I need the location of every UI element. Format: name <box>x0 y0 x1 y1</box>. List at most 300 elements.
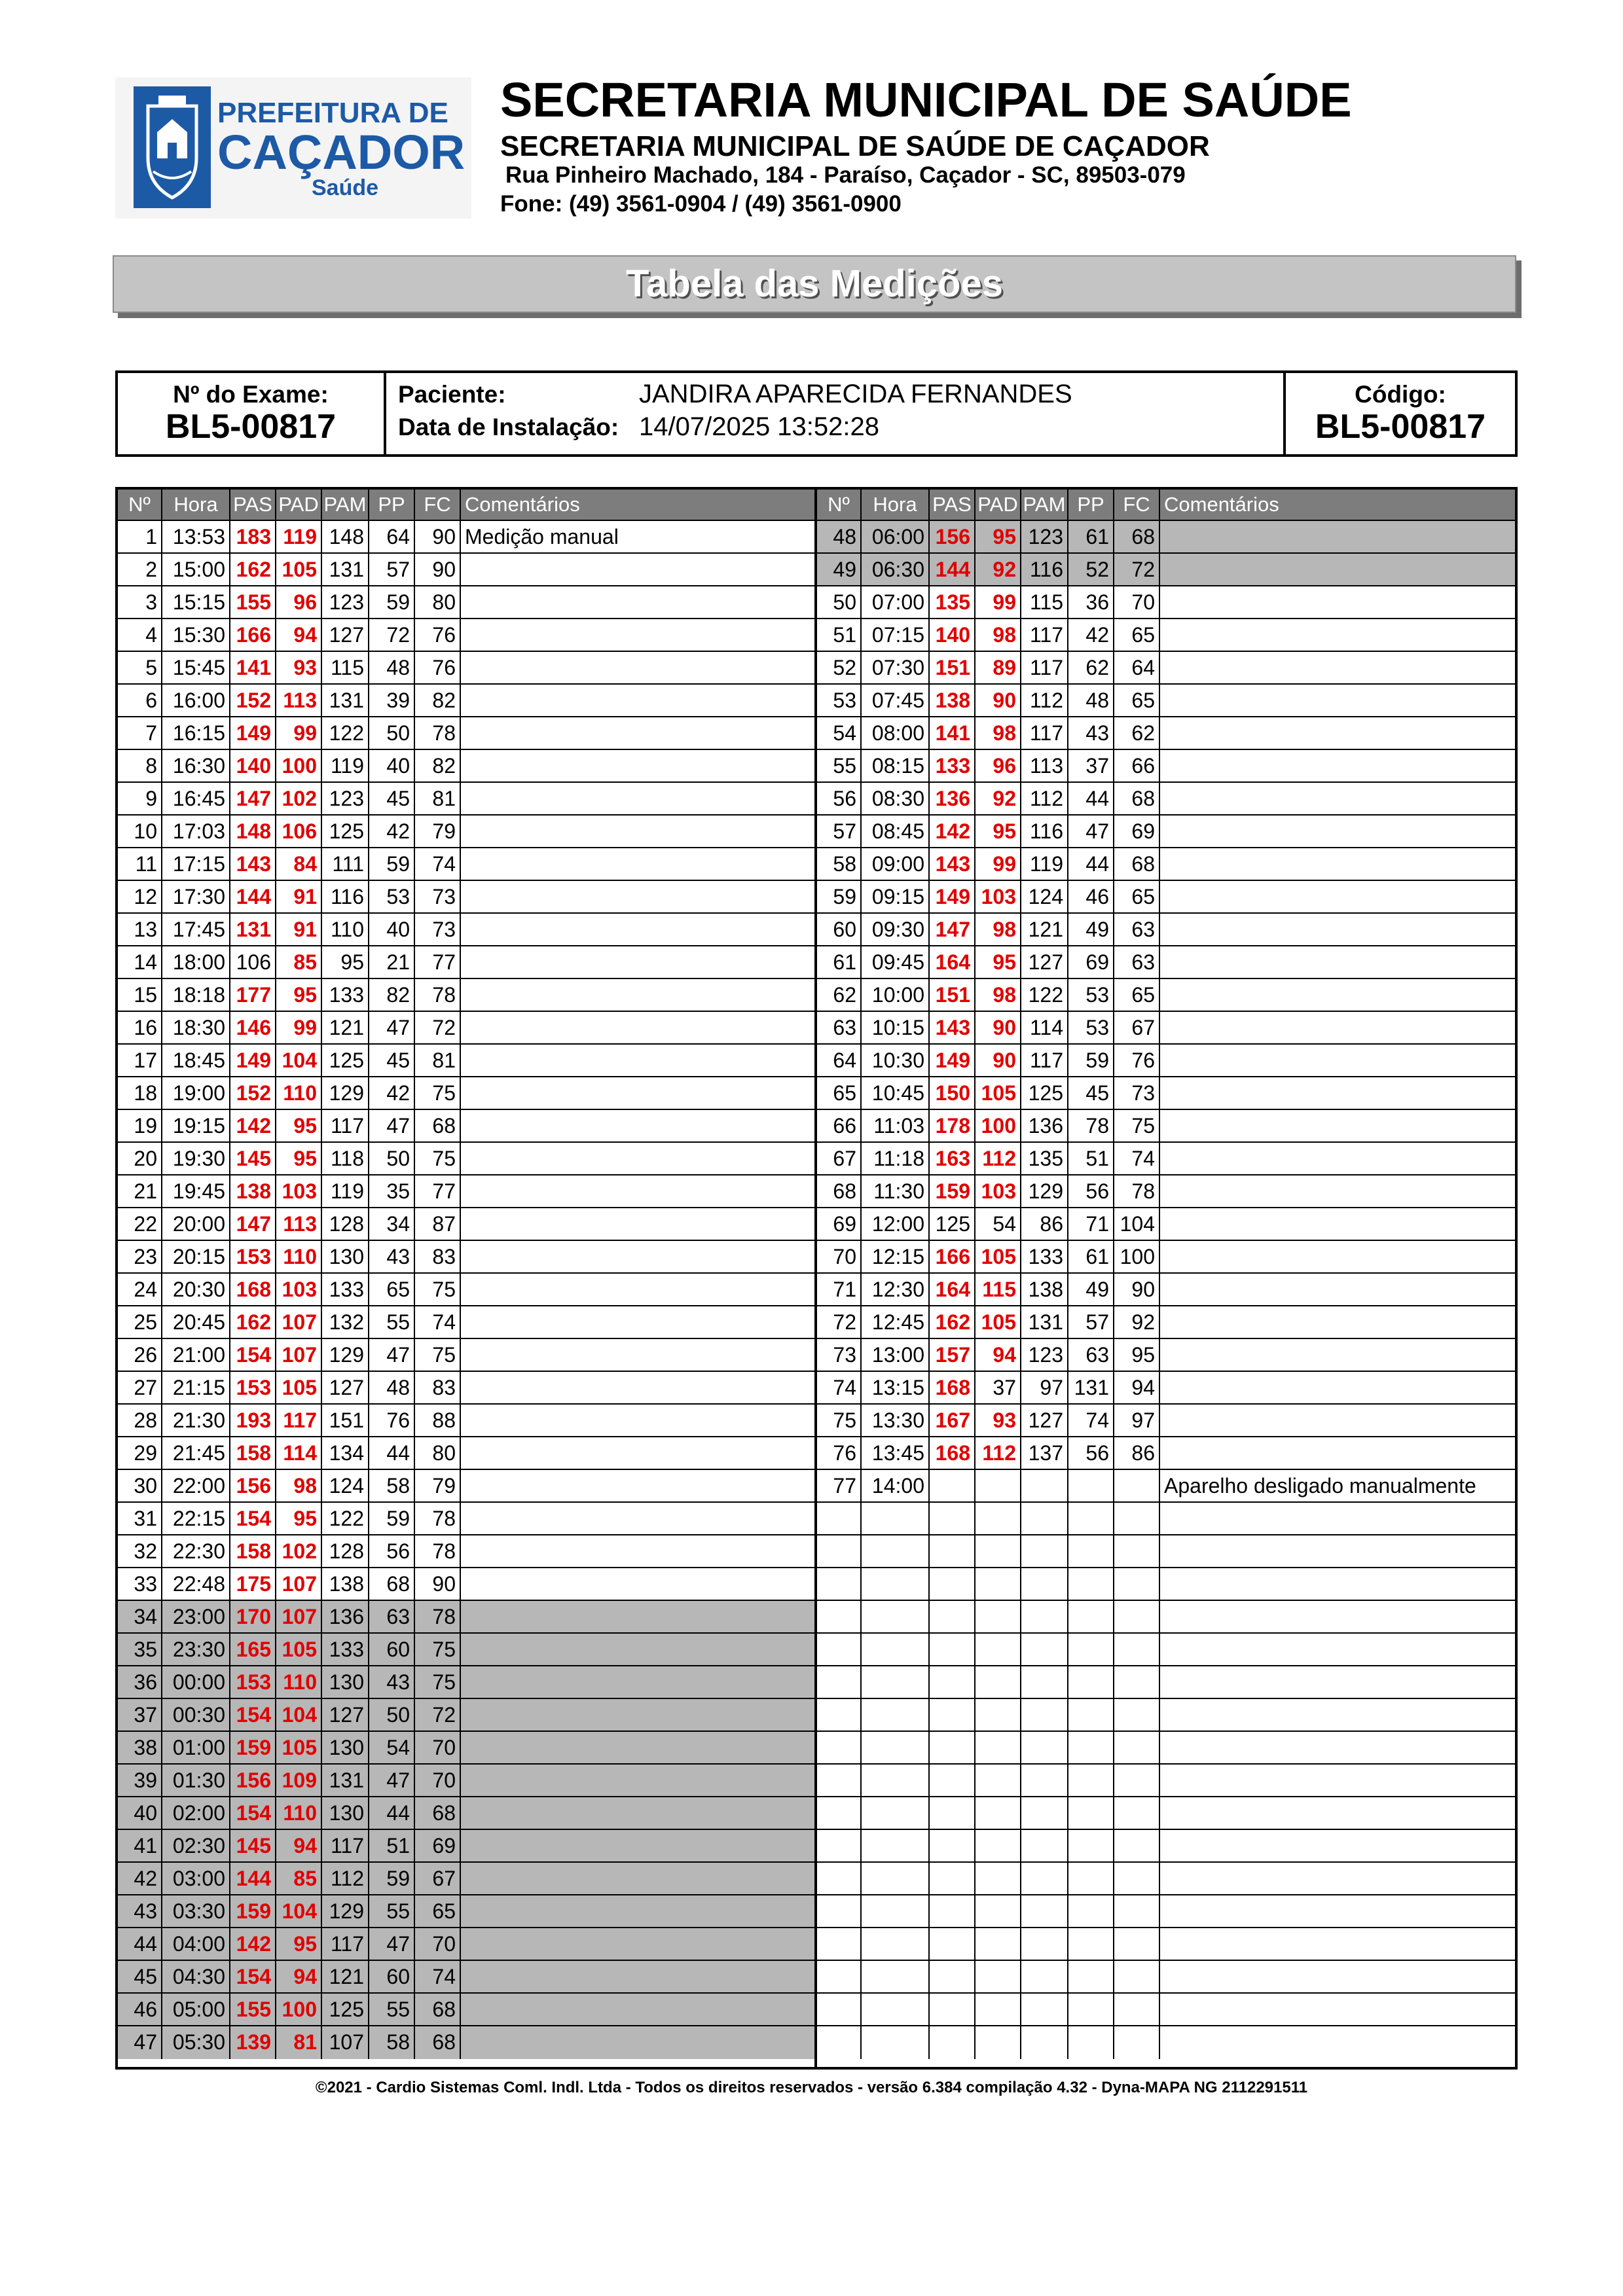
cell-pad: 102 <box>276 783 322 814</box>
cell-hora: 03:00 <box>162 1863 230 1894</box>
cell-pad: 91 <box>276 881 322 912</box>
cell-fc: 95 <box>1114 1339 1160 1371</box>
col-fc: FC <box>415 490 461 520</box>
cell-pas <box>930 1732 976 1763</box>
cell-no: 65 <box>817 1077 862 1109</box>
cell-pam: 122 <box>1021 979 1068 1011</box>
cell-pad: 99 <box>276 717 322 749</box>
cell-pad <box>976 1568 1021 1600</box>
table-row <box>118 1241 814 1274</box>
cell-no: 50 <box>817 586 862 618</box>
cell-comentario <box>461 685 814 716</box>
cell-pas: 138 <box>930 685 976 716</box>
cell-pad: 98 <box>976 979 1021 1011</box>
cell-no <box>817 1634 862 1665</box>
cell-fc <box>1114 1699 1160 1731</box>
col-fc: FC <box>1114 490 1160 520</box>
cell-pp: 44 <box>369 1437 415 1469</box>
cell-no: 37 <box>118 1699 162 1731</box>
cell-hora: 08:00 <box>862 717 930 749</box>
cell-comentario <box>1160 1175 1514 1207</box>
cell-hora <box>862 1765 930 1796</box>
cell-pas: 151 <box>930 979 976 1011</box>
logo-line-2: CAÇADOR <box>217 125 465 179</box>
cell-pad: 85 <box>276 1863 322 1894</box>
cell-fc: 68 <box>415 1797 461 1829</box>
cell-pad: 54 <box>976 1208 1021 1240</box>
cell-comentario <box>461 1699 814 1731</box>
cell-pas: 142 <box>230 1110 276 1141</box>
cell-comentario <box>461 1666 814 1698</box>
cell-no: 3 <box>118 586 162 618</box>
cell-no: 46 <box>118 1994 162 2025</box>
cell-hora: 19:45 <box>162 1175 230 1207</box>
cell-pad: 99 <box>276 1012 322 1043</box>
table-row <box>118 1732 814 1765</box>
cell-pam: 116 <box>322 881 369 912</box>
cell-hora: 22:48 <box>162 1568 230 1600</box>
logo-line-1: PREFEITURA DE <box>217 97 448 129</box>
table-row <box>817 1045 1515 1077</box>
cell-pad <box>976 1863 1021 1894</box>
cell-pad: 112 <box>976 1437 1021 1469</box>
cell-no: 58 <box>817 848 862 880</box>
cell-pam: 117 <box>1021 619 1068 651</box>
table-row <box>817 1928 1515 1961</box>
cell-pp: 47 <box>369 1928 415 1960</box>
cell-fc: 68 <box>415 1110 461 1141</box>
cell-pam: 123 <box>322 783 369 814</box>
cell-fc: 86 <box>1114 1437 1160 1469</box>
measurements-table-right <box>817 490 1515 2067</box>
cell-fc: 82 <box>415 685 461 716</box>
cell-hora: 13:45 <box>862 1437 930 1469</box>
cell-pas: 142 <box>930 816 976 847</box>
cell-pas: 183 <box>230 521 276 552</box>
cell-fc: 73 <box>1114 1077 1160 1109</box>
cell-hora: 19:00 <box>162 1077 230 1109</box>
cell-pad: 99 <box>976 848 1021 880</box>
col-pp: PP <box>369 490 415 520</box>
cell-pad: 84 <box>276 848 322 880</box>
cell-pp: 57 <box>1068 1306 1114 1338</box>
cell-no <box>817 1601 862 1632</box>
cell-no: 76 <box>817 1437 862 1469</box>
table-row <box>817 783 1515 816</box>
table-row <box>817 914 1515 946</box>
cell-fc: 70 <box>1114 586 1160 618</box>
cell-pas: 152 <box>230 1077 276 1109</box>
cell-pp <box>1068 1568 1114 1600</box>
cell-pam: 138 <box>1021 1274 1068 1305</box>
cell-fc: 74 <box>415 1306 461 1338</box>
table-row <box>118 1470 814 1503</box>
cell-comentario <box>461 1732 814 1763</box>
cell-pas: 153 <box>230 1241 276 1272</box>
cell-pas <box>930 1765 976 1796</box>
cell-comentario <box>1160 1535 1514 1567</box>
cell-comentario <box>1160 783 1514 814</box>
cell-comentario <box>1160 848 1514 880</box>
cell-fc <box>1114 1895 1160 1927</box>
cell-no: 33 <box>118 1568 162 1600</box>
cell-pam: 123 <box>1021 521 1068 552</box>
cell-hora: 02:00 <box>162 1797 230 1829</box>
cell-no: 9 <box>118 783 162 814</box>
table-row <box>817 1961 1515 1994</box>
cell-fc <box>1114 1601 1160 1632</box>
cell-no: 42 <box>118 1863 162 1894</box>
cell-pam: 131 <box>1021 1306 1068 1338</box>
cell-no: 26 <box>118 1339 162 1371</box>
cell-pam: 136 <box>322 1601 369 1632</box>
table-row <box>817 1830 1515 1863</box>
cell-fc: 90 <box>415 521 461 552</box>
cell-hora <box>862 1503 930 1534</box>
cell-pam <box>1021 1830 1068 1861</box>
table-row <box>118 619 814 652</box>
table-row <box>118 1928 814 1961</box>
table-row <box>118 2026 814 2059</box>
cell-pas: 138 <box>230 1175 276 1207</box>
cell-no: 54 <box>817 717 862 749</box>
cell-hora: 20:15 <box>162 1241 230 1272</box>
table-row <box>118 1372 814 1405</box>
cell-fc: 92 <box>1114 1306 1160 1338</box>
cell-pam <box>1021 1535 1068 1567</box>
cell-pad: 98 <box>976 619 1021 651</box>
cell-pas: 178 <box>930 1110 976 1141</box>
cell-comentario <box>1160 1077 1514 1109</box>
cell-pas: 193 <box>230 1405 276 1436</box>
cell-hora: 17:45 <box>162 914 230 945</box>
cell-comentario <box>1160 1241 1514 1272</box>
cell-comentario <box>461 1568 814 1600</box>
cell-hora <box>862 1732 930 1763</box>
cell-comentario <box>461 1143 814 1174</box>
table-row <box>118 1634 814 1666</box>
cell-no: 6 <box>118 685 162 716</box>
cell-fc: 68 <box>1114 783 1160 814</box>
cell-hora: 18:45 <box>162 1045 230 1076</box>
cell-hora: 03:30 <box>162 1895 230 1927</box>
cell-hora <box>862 1666 930 1698</box>
table-row <box>118 1961 814 1994</box>
cell-pam: 117 <box>1021 717 1068 749</box>
cell-fc: 65 <box>1114 619 1160 651</box>
cell-no: 67 <box>817 1143 862 1174</box>
cell-pam: 97 <box>1021 1372 1068 1403</box>
cell-pas: 153 <box>230 1372 276 1403</box>
cell-pas: 164 <box>930 946 976 978</box>
cell-pas: 144 <box>230 1863 276 1894</box>
cell-no: 70 <box>817 1241 862 1272</box>
cell-pad: 110 <box>276 1077 322 1109</box>
cell-pam: 127 <box>1021 946 1068 978</box>
cell-pas: 149 <box>930 881 976 912</box>
cell-comentario <box>1160 717 1514 749</box>
code-cell <box>1283 373 1515 454</box>
cell-pad: 90 <box>976 685 1021 716</box>
cell-comentario <box>1160 554 1514 585</box>
cell-pp: 45 <box>1068 1077 1114 1109</box>
cell-pam: 119 <box>322 750 369 781</box>
cell-pas: 131 <box>230 914 276 945</box>
cell-pas: 146 <box>230 1012 276 1043</box>
cell-pad: 113 <box>276 1208 322 1240</box>
cell-pas: 170 <box>230 1601 276 1632</box>
cell-pas: 155 <box>230 586 276 618</box>
cell-pam: 133 <box>322 1634 369 1665</box>
cell-pam: 131 <box>322 554 369 585</box>
cell-hora: 22:00 <box>162 1470 230 1501</box>
cell-comentario <box>1160 685 1514 716</box>
cell-pas: 154 <box>230 1339 276 1371</box>
cell-pad: 100 <box>276 1994 322 2025</box>
cell-comentario <box>461 946 814 978</box>
cell-pp <box>1068 1961 1114 1992</box>
cell-comentario <box>1160 1994 1514 2025</box>
table-row <box>817 554 1515 586</box>
cell-hora: 05:30 <box>162 2026 230 2059</box>
cell-no: 21 <box>118 1175 162 1207</box>
cell-pam: 134 <box>322 1437 369 1469</box>
cell-pad: 117 <box>276 1405 322 1436</box>
cell-comentario <box>1160 2026 1514 2059</box>
cell-pp: 59 <box>369 1503 415 1534</box>
cell-fc: 81 <box>415 783 461 814</box>
cell-no: 31 <box>118 1503 162 1534</box>
cell-fc: 69 <box>1114 816 1160 847</box>
cell-no <box>817 1699 862 1731</box>
cell-pas: 149 <box>230 1045 276 1076</box>
cell-comentario <box>1160 946 1514 978</box>
cell-pam: 111 <box>322 848 369 880</box>
cell-pas: 156 <box>230 1765 276 1796</box>
cell-hora: 11:03 <box>862 1110 930 1141</box>
cell-fc: 88 <box>415 1405 461 1436</box>
cell-no: 40 <box>118 1797 162 1829</box>
cell-fc: 75 <box>415 1077 461 1109</box>
table-row <box>817 1666 1515 1699</box>
cell-comentario <box>1160 1601 1514 1632</box>
cell-no: 49 <box>817 554 862 585</box>
table-row <box>118 554 814 586</box>
cell-pas: 135 <box>930 586 976 618</box>
cell-pp: 53 <box>369 881 415 912</box>
table-row <box>817 1568 1515 1601</box>
cell-pam: 117 <box>1021 1045 1068 1076</box>
cell-comentario <box>461 1928 814 1960</box>
cell-hora: 06:00 <box>862 521 930 552</box>
cell-comentario <box>1160 1045 1514 1076</box>
cell-pp: 44 <box>369 1797 415 1829</box>
cell-pas <box>930 2026 976 2059</box>
measurements-table-left <box>118 490 817 2067</box>
cell-pas: 136 <box>930 783 976 814</box>
cell-pas <box>930 1470 976 1501</box>
patient-value: JANDIRA APARECIDA FERNANDES <box>639 380 1072 408</box>
cell-pad: 100 <box>976 1110 1021 1141</box>
cell-comentario <box>461 554 814 585</box>
cell-pad: 107 <box>276 1339 322 1371</box>
cell-pas <box>930 1994 976 2025</box>
cell-fc: 65 <box>1114 881 1160 912</box>
cell-no: 39 <box>118 1765 162 1796</box>
cell-pp: 45 <box>369 1045 415 1076</box>
cell-no: 56 <box>817 783 862 814</box>
cell-comentario <box>1160 881 1514 912</box>
cell-pad: 37 <box>976 1372 1021 1403</box>
table-row <box>118 521 814 554</box>
cell-pas: 162 <box>230 1306 276 1338</box>
cell-pas: 141 <box>930 717 976 749</box>
cell-hora <box>862 1601 930 1632</box>
cell-hora: 23:00 <box>162 1601 230 1632</box>
cell-fc: 90 <box>415 1568 461 1600</box>
cell-comentario <box>1160 652 1514 683</box>
cell-pam: 148 <box>322 521 369 552</box>
cell-pam <box>1021 1732 1068 1763</box>
cell-pad: 102 <box>276 1535 322 1567</box>
cell-pp: 54 <box>369 1732 415 1763</box>
cell-pp: 60 <box>369 1634 415 1665</box>
cell-pp: 35 <box>369 1175 415 1207</box>
cell-pp: 74 <box>1068 1405 1114 1436</box>
col-hora: Hora <box>862 490 930 520</box>
cell-pp: 46 <box>1068 881 1114 912</box>
cell-pam: 129 <box>322 1895 369 1927</box>
table-row <box>817 1208 1515 1241</box>
exam-number-value: BL5-00817 <box>165 408 337 446</box>
cell-pad: 103 <box>276 1274 322 1305</box>
cell-hora: 20:45 <box>162 1306 230 1338</box>
cell-pad: 90 <box>976 1012 1021 1043</box>
cell-pas: 145 <box>230 1830 276 1861</box>
cell-pam: 116 <box>1021 554 1068 585</box>
cell-pam <box>1021 1470 1068 1501</box>
cell-comentario <box>461 2026 814 2059</box>
cell-pp: 63 <box>369 1601 415 1632</box>
cell-pad: 93 <box>276 652 322 683</box>
cell-comentario <box>1160 1568 1514 1600</box>
cell-fc: 78 <box>415 1535 461 1567</box>
cell-pp: 47 <box>1068 816 1114 847</box>
cell-no: 74 <box>817 1372 862 1403</box>
cell-pam <box>1021 1961 1068 1992</box>
cell-no: 8 <box>118 750 162 781</box>
cell-hora: 16:30 <box>162 750 230 781</box>
cell-comentario <box>1160 750 1514 781</box>
cell-hora: 20:00 <box>162 1208 230 1240</box>
table-row <box>817 652 1515 685</box>
cell-hora: 16:45 <box>162 783 230 814</box>
cell-comentario <box>1160 1765 1514 1796</box>
cell-pas: 154 <box>230 1961 276 1992</box>
table-header-row <box>817 490 1515 521</box>
cell-fc <box>1114 1830 1160 1861</box>
cell-pp: 50 <box>369 1699 415 1731</box>
install-date-value: 14/07/2025 13:52:28 <box>639 412 880 441</box>
cell-hora: 00:00 <box>162 1666 230 1698</box>
cell-fc: 79 <box>415 1470 461 1501</box>
cell-comentario <box>1160 1143 1514 1174</box>
table-row <box>817 619 1515 652</box>
cell-pad: 103 <box>976 1175 1021 1207</box>
cell-comentario <box>461 1503 814 1534</box>
cell-pad: 89 <box>976 652 1021 683</box>
cell-pad: 105 <box>976 1241 1021 1272</box>
table-row <box>118 685 814 717</box>
cell-pad <box>976 1961 1021 1992</box>
cell-pas: 158 <box>230 1535 276 1567</box>
cell-pam <box>1021 1797 1068 1829</box>
cell-fc: 77 <box>415 946 461 978</box>
cell-hora <box>862 1994 930 2025</box>
table-row <box>817 1535 1515 1568</box>
table-row <box>118 750 814 783</box>
col-comentarios: Comentários <box>465 493 580 516</box>
cell-fc: 65 <box>1114 685 1160 716</box>
cell-pp: 61 <box>1068 521 1114 552</box>
cell-pam: 117 <box>1021 652 1068 683</box>
table-row <box>817 750 1515 783</box>
cell-fc: 87 <box>415 1208 461 1240</box>
cell-fc: 78 <box>415 1601 461 1632</box>
cell-pam: 107 <box>322 2026 369 2059</box>
cell-no: 12 <box>118 881 162 912</box>
cell-no: 68 <box>817 1175 862 1207</box>
cell-comentario <box>1160 1306 1514 1338</box>
cell-pp: 68 <box>369 1568 415 1600</box>
cell-pas <box>930 1895 976 1927</box>
cell-fc: 75 <box>415 1143 461 1174</box>
cell-pas: 175 <box>230 1568 276 1600</box>
table-row <box>817 1895 1515 1928</box>
cell-pad: 91 <box>276 914 322 945</box>
cell-pp: 37 <box>1068 750 1114 781</box>
cell-fc: 63 <box>1114 914 1160 945</box>
cell-pam: 113 <box>1021 750 1068 781</box>
cell-pp: 62 <box>1068 652 1114 683</box>
cell-hora: 20:30 <box>162 1274 230 1305</box>
cell-fc: 70 <box>415 1928 461 1960</box>
cell-pp: 45 <box>369 783 415 814</box>
cell-pam <box>1021 1699 1068 1731</box>
cell-pam: 129 <box>1021 1175 1068 1207</box>
cell-pad <box>976 1797 1021 1829</box>
table-row <box>118 652 814 685</box>
cell-pas <box>930 1797 976 1829</box>
cell-comentario <box>1160 1012 1514 1043</box>
cell-hora: 09:30 <box>862 914 930 945</box>
cell-pam: 121 <box>322 1012 369 1043</box>
cell-hora <box>862 1568 930 1600</box>
cell-pp: 50 <box>369 717 415 749</box>
cell-pad: 107 <box>276 1306 322 1338</box>
table-row <box>817 1437 1515 1470</box>
cell-hora: 12:30 <box>862 1274 930 1305</box>
cell-fc: 72 <box>415 1012 461 1043</box>
cell-hora: 21:15 <box>162 1372 230 1403</box>
cell-fc: 100 <box>1114 1241 1160 1272</box>
cell-pam: 112 <box>1021 685 1068 716</box>
cell-pas: 155 <box>230 1994 276 2025</box>
cell-hora: 18:30 <box>162 1012 230 1043</box>
cell-pp: 55 <box>369 1895 415 1927</box>
cell-pas <box>930 1601 976 1632</box>
cell-pam: 118 <box>322 1143 369 1174</box>
